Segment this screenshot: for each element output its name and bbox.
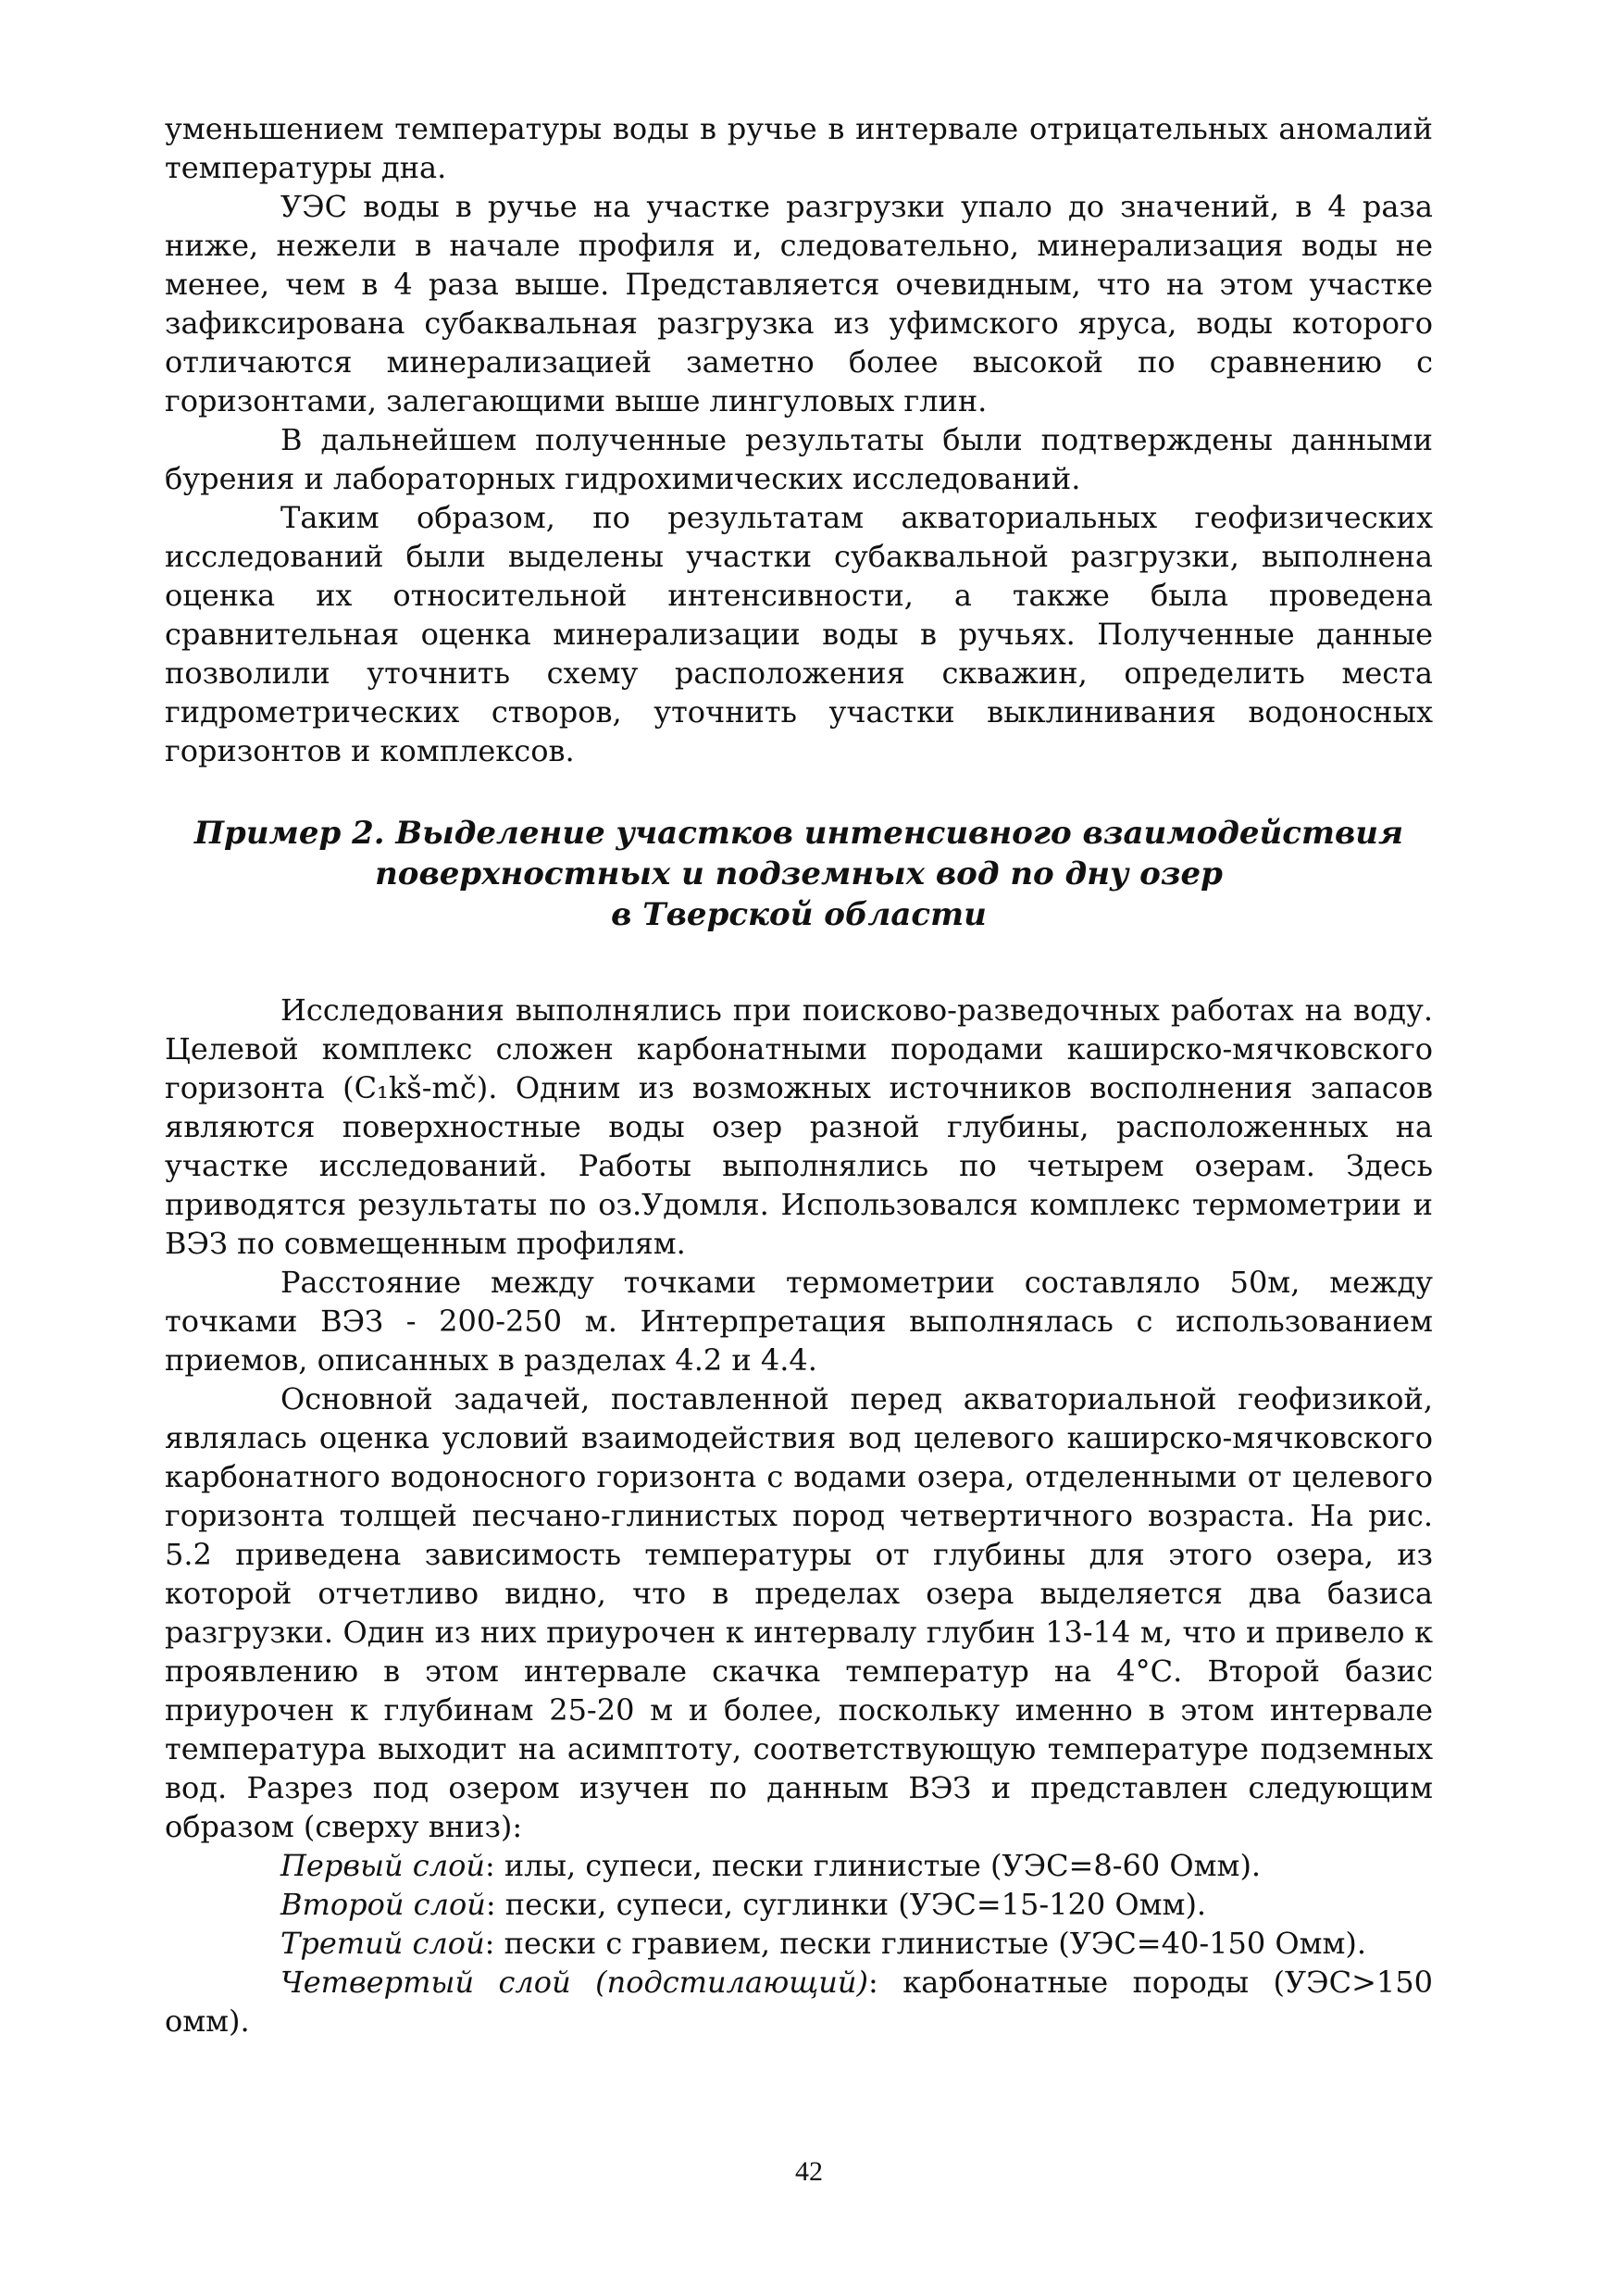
page-content — [165, 109, 1433, 2040]
paragraph-research-intro: Исследования выполнялись при поисково-разведочных работах на воду. Целевой комплекс сложен карбонатными породами каширско-мячковского горизонта (C₁kš-mč). Одним из возможных источников восполнения запасов являются поверхностные воды озер разной глубины, расположенных на участке исследований. Работы выполнялись по четырем озерам. Здесь приводятся результаты по оз.Удомля. Использовался комплекс термометрии и ВЭЗ по совмещенным профилям. — [165, 992, 1433, 1261]
layer-name: Второй слой — [280, 1887, 486, 1922]
layer-description: : пески, супеси, суглинки (УЭС=15-120 Омм). — [485, 1887, 1207, 1922]
layer-description: : илы, супеси, пески глинистые (УЭС=8-60 Омм). — [484, 1848, 1262, 1883]
paragraph-measurement-spacing: Расстояние между точками термометрии составляло 50м, между точками ВЭЗ - 200-250 м. Интерпретация выполнялась с использованием приемов, описанных в разделах 4.2 и 4.4. — [165, 1265, 1433, 1378]
layer-name: Третий слой — [280, 1926, 485, 1961]
paragraph-ues-values: УЭС воды в ручье на участке разгрузки упало до значений, в 4 раза ниже, нежели в начале профиля и, следовательно, минерализация воды не менее, чем в 4 раза выше. Представляется очевидным, что на этом участке зафиксирована субаквальная разгрузка из уфимского яруса, воды которого отличаются минерализацией заметно более высокой по сравнению с горизонтами, залегающими выше лингуловых глин. — [165, 189, 1433, 418]
section-heading — [165, 813, 1433, 935]
layer-description: : карбонатные породы (УЭС>150 омм). — [165, 1965, 1434, 2039]
layer-item — [165, 1963, 1433, 2040]
layer-description: : пески с гравием, пески глинистые (УЭС=40-150 Омм). — [484, 1926, 1367, 1961]
layer-item — [165, 1846, 1433, 1885]
layer-name: Первый слой — [280, 1848, 485, 1883]
paragraph-main-task: Основной задачей, поставленной перед акваториальной геофизикой, являлась оценка условий взаимодействия вод целевого каширско-мячковского карбонатного водоносного горизонта с водами озера, отделенными от целевого горизонта толщей песчано-глинистых пород четвертичного возраста. На рис. 5.2 приведена зависимость температуры от глубины для этого озера, из которой отчетливо видно, что в пределах озера выделяется два базиса разгрузки. Один из них приурочен к интервалу глубин 13-14 м, что и привело к проявлению в этом интервале скачка температур на 4°С. Второй базис приурочен к глубинам 25-20 м и более, поскольку именно в этом интервале температура выходит на асимптоту, соответствующую температуре подземных вод. Разрез под озером изучен по данным ВЭЗ и представлен следующим образом (сверху вниз): — [165, 1381, 1433, 1844]
heading-line-1: Пример 2. Выделение участков интенсивного взаимодействия — [193, 815, 1404, 852]
paragraph-continuation: уменьшением температуры воды в ручье в интервале отрицательных аномалий температуры дна. — [165, 111, 1433, 185]
layer-item — [165, 1924, 1433, 1963]
page-number: 42 — [795, 2156, 823, 2187]
paragraph-conclusion: Таким образом, по результатам акваториальных геофизических исследований были выделены участки субаквальной разгрузки, выполнена оценка их относительной интенсивности, а также была проведена сравнительная оценка минерализации воды в ручьях. Полученные данные позволили уточнить схему расположения скважин, определить места гидрометрических створов, уточнить участки выклинивания водоносных горизонтов и комплексов. — [165, 500, 1433, 768]
layer-item — [165, 1885, 1433, 1924]
heading-line-3: в Тверской области — [611, 896, 987, 933]
layer-name: Четвертый слой (подстилающий) — [280, 1965, 868, 2000]
paragraph-confirmation: В дальнейшем полученные результаты были подтверждены данными бурения и лабораторных гидрохимических исследований. — [165, 422, 1433, 496]
heading-line-2: поверхностных и подземных вод по дну озер — [375, 855, 1223, 892]
